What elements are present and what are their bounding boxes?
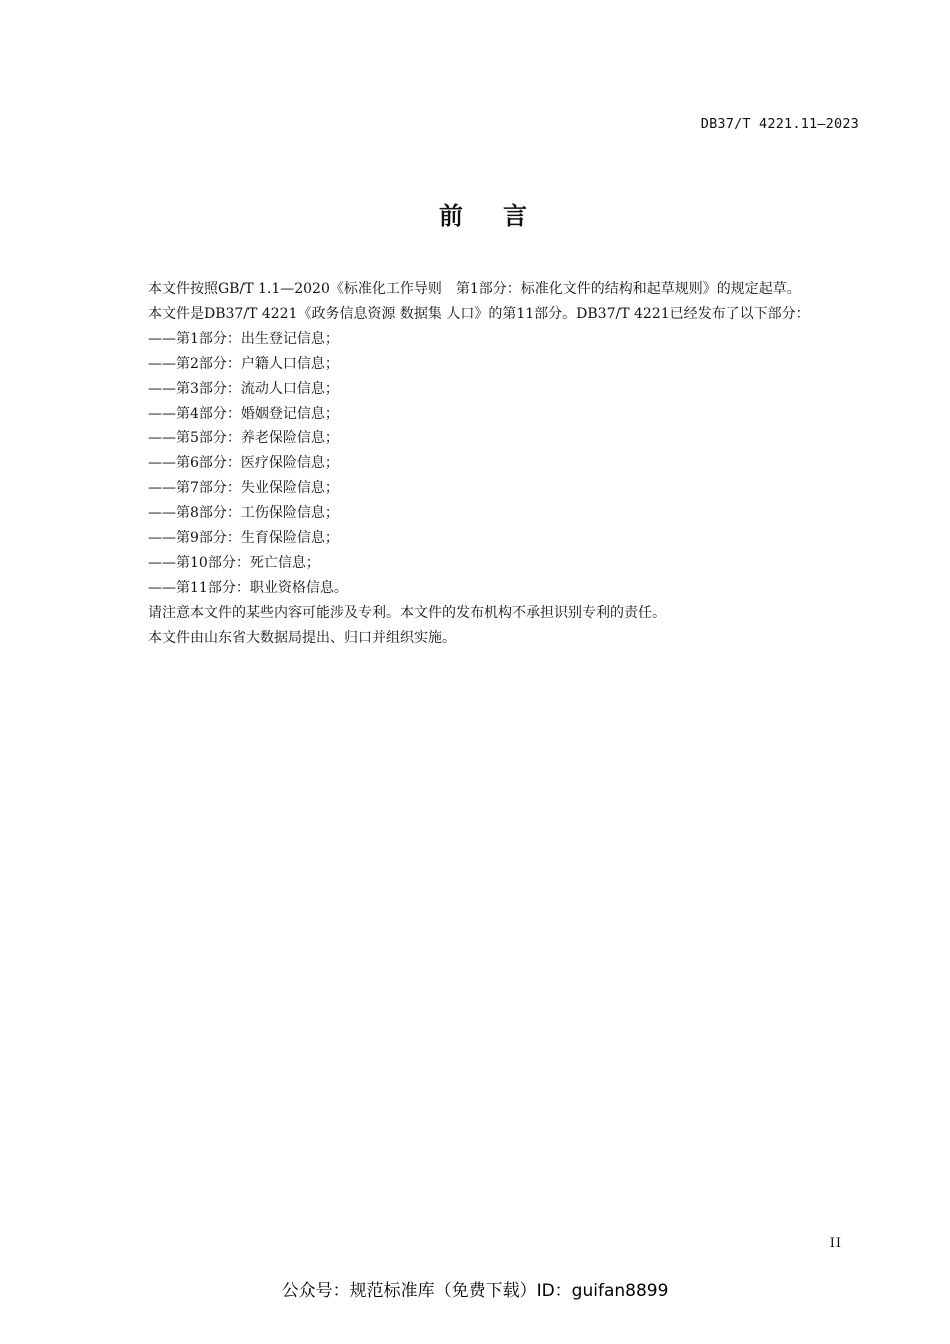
parts-list <box>115 327 860 601</box>
list-item: ——第2部分：户籍人口信息； <box>148 355 339 372</box>
document-header-code: DB37/T 4221.11—2023 <box>700 116 859 132</box>
footer-watermark-note: 公众号：规范标准库（免费下载）ID：guifan8899 <box>281 1281 669 1301</box>
paragraph-series-parts: 本文件是DB37/T 4221《政务信息资源 数据集 人口》的第11部分。DB37/T 4221已经发布了以下部分： <box>148 305 810 322</box>
list-item: ——第11部分：职业资格信息。 <box>148 579 348 596</box>
paragraph-drafting-basis: 本文件按照GB/T 1.1—2020《标准化工作导则 第1部分：标准化文件的结构和起草规则》的规定起草。 <box>148 281 801 297</box>
paragraph-patent-notice: 请注意本文件的某些内容可能涉及专利。本文件的发布机构不承担识别专利的责任。 <box>148 604 666 621</box>
list-item: ——第6部分：医疗保险信息； <box>148 455 339 472</box>
list-item: ——第10部分：死亡信息； <box>148 554 320 571</box>
page-title: 前言 <box>439 202 567 230</box>
page-number: II <box>829 1236 842 1251</box>
list-item: ——第3部分：流动人口信息； <box>148 380 339 397</box>
list-item: ——第4部分：婚姻登记信息； <box>148 405 339 422</box>
list-item: ——第5部分：养老保险信息； <box>148 430 339 447</box>
paragraph-proposer: 本文件由山东省大数据局提出、归口并组织实施。 <box>148 629 456 646</box>
list-item: ——第1部分：出生登记信息； <box>148 330 339 347</box>
list-item: ——第9部分：生育保险信息； <box>148 530 339 547</box>
document-body <box>115 277 860 651</box>
list-item: ——第7部分：失业保险信息； <box>148 480 339 497</box>
list-item: ——第8部分：工伤保险信息； <box>148 505 339 522</box>
